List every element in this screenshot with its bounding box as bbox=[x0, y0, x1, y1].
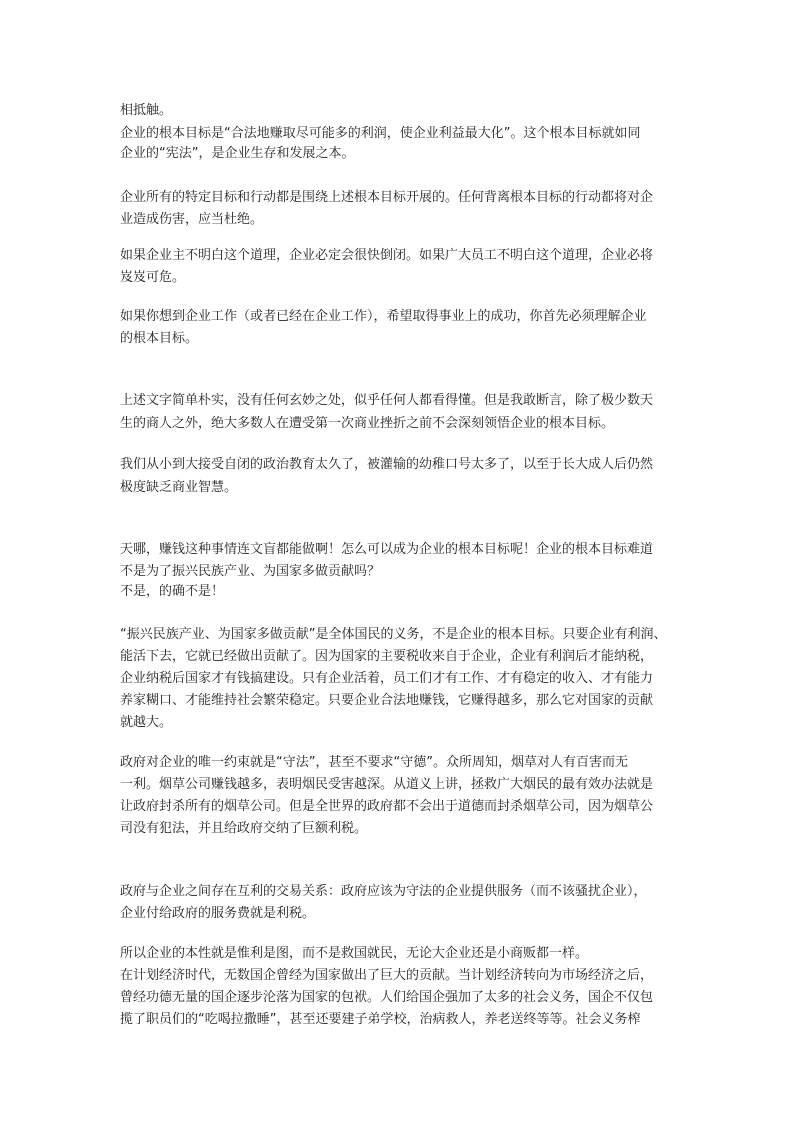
text-line: 的根本目标。 bbox=[120, 331, 199, 346]
text-line: 企业所有的特定目标和行动都是围绕上述根本目标开展的。任何背离根本目标的行动都将对企 bbox=[120, 190, 654, 205]
text-line: 企业纳税后国家才有钱搞建设。只有企业活着，员工们才有工作、才有稳定的收入、才有能力 bbox=[120, 671, 654, 686]
text-line: 天哪，赚钱这种事情连文盲都能做啊！怎么可以成为企业的根本目标呢！企业的根本目标难道 bbox=[120, 542, 654, 557]
text-line: 一利。烟草公司赚钱越多，表明烟民受害越深。从道义上讲，拯救广大烟民的最有效办法就是 bbox=[120, 777, 654, 792]
text-line: 如果你想到企业工作（或者已经在企业工作），希望取得事业上的成功，你首先必须理解企业 bbox=[120, 309, 647, 324]
text-line: 生的商人之外，绝大多数人在遭受第一次商业挫折之前不会深刻领悟企业的根本目标。 bbox=[120, 416, 615, 431]
text-line: “振兴民族产业、为国家多做贡献”是全体国民的义务，不是企业的根本目标。只要企业有利润、 bbox=[120, 627, 667, 642]
text-line: 我们从小到大接受自闭的政治教育太久了，被灌输的幼稚口号太多了，以至于长大成人后仍然 bbox=[120, 457, 654, 472]
text-line: 就越大。 bbox=[120, 715, 173, 730]
text-line: 所以企业的本性就是惟利是图，而不是救国就民，无论大企业还是小商贩都一样。 bbox=[120, 946, 589, 961]
text-line: 企业的根本目标是“合法地赚取尽可能多的利润，使企业利益最大化”。这个根本目标就如同 bbox=[120, 126, 641, 141]
text-line: 如果企业主不明白这个道理，企业必定会很快倒闭。如果广大员工不明白这个道理，企业必将 bbox=[120, 248, 654, 263]
text-line: 政府与企业之间存在互利的交易关系：政府应该为守法的企业提供服务（而不该骚扰企业）， bbox=[120, 884, 647, 899]
text-line: 岌岌可危。 bbox=[120, 270, 186, 285]
text-line: 在计划经济时代，无数国企曾经为国家做出了巨大的贡献。当计划经济转向为市场经济之后， bbox=[120, 968, 654, 983]
text-line: 政府对企业的唯一约束就是“守法”，甚至不要求“守德”。众所周知，烟草对人有百害而无 bbox=[120, 755, 628, 770]
text-line: 揽了职员们的“吃喝拉撒睡”，甚至还要建子弟学校，治病救人，养老送终等等。社会义务榨 bbox=[120, 1012, 641, 1027]
text-line: 上述文字简单朴实，没有任何玄妙之处，似乎任何人都看得懂。但是我敢断言，除了极少数天 bbox=[120, 393, 654, 408]
text-line: 司没有犯法，并且给政府交纳了巨额利税。 bbox=[120, 821, 368, 836]
text-line: 企业付给政府的服务费就是利税。 bbox=[120, 906, 316, 921]
text-line: 不是，的确不是！ bbox=[120, 584, 225, 599]
text-line: 业造成伤害，应当杜绝。 bbox=[120, 212, 264, 227]
text-line: 相抵触。 bbox=[120, 103, 173, 118]
text-line: 企业的“宪法”，是企业生存和发展之本。 bbox=[120, 146, 355, 161]
text-line: 让政府封杀所有的烟草公司。但是全世界的政府都不会出于道德而封杀烟草公司，因为烟草公 bbox=[120, 799, 654, 814]
text-line: 不是为了振兴民族产业、为国家多做贡献吗？ bbox=[120, 564, 381, 579]
text-line: 养家糊口、才能维持社会繁荣稳定。只要企业合法地赚钱，它赚得越多，那么它对国家的贡献 bbox=[120, 693, 654, 708]
text-line: 极度缺乏商业智慧。 bbox=[120, 480, 238, 495]
text-line: 能活下去，它就已经做出贡献了。因为国家的主要税收来自于企业，企业有利润后才能纳税， bbox=[120, 649, 654, 664]
text-line: 曾经功德无量的国企逐步沦落为国家的包袱。人们给国企强加了太多的社会义务，国企不仅包 bbox=[120, 990, 654, 1005]
